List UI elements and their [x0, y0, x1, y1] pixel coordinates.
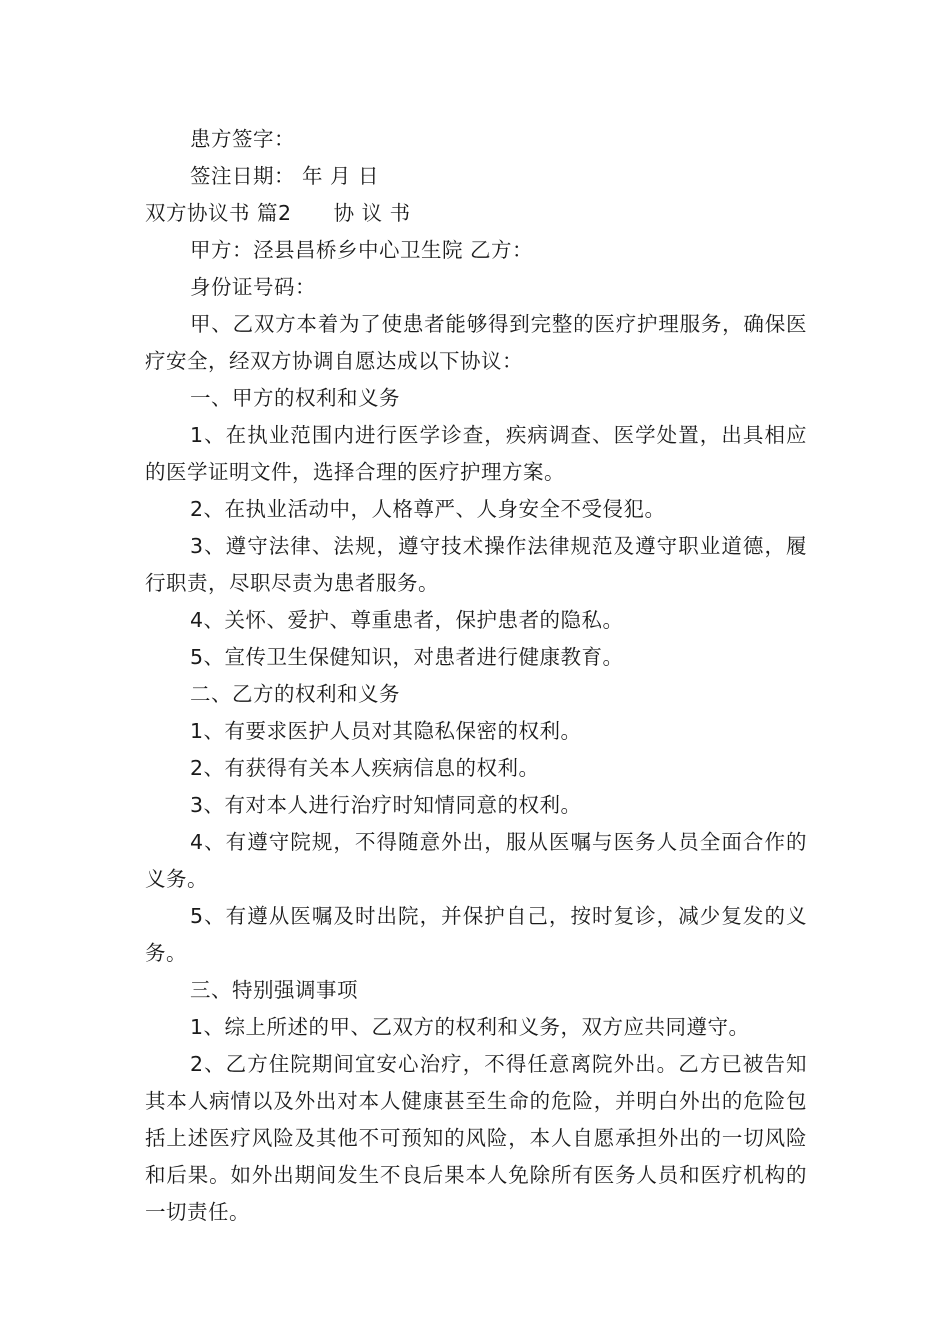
- parties-line: 甲方：泾县昌桥乡中心卫生院 乙方：: [190, 238, 534, 262]
- part3-item: 2、乙方住院期间宜安心治疗，不得任意离院外出。乙方已被告知其本人病情以及外出对本人健康甚至生命的危险，并明白外出的危险包括上述医疗风险及其他不可预知的风险，本人自愿承担外出的一切风险和后果。如外出期间发生不良后果本人免除所有医务人员和医疗机构的一切责任。: [145, 1052, 807, 1224]
- part1-item: 4、关怀、爱护、尊重患者，保护患者的隐私。: [190, 608, 624, 632]
- part1-item: 5、宣传卫生保健知识，对患者进行健康教育。: [190, 645, 624, 669]
- part2-item: 1、有要求医护人员对其隐私保密的权利。: [190, 719, 582, 743]
- part1-item: 3、遵守法律、法规，遵守技术操作法律规范及遵守职业道德，履行职责，尽职尽责为患者服务。: [145, 534, 807, 595]
- part3-item: 1、综上所述的甲、乙双方的权利和义务，双方应共同遵守。: [190, 1015, 750, 1039]
- id-number-label: 身份证号码：: [190, 275, 316, 299]
- part2-item: 4、有遵守院规，不得随意外出，服从医嘱与医务人员全面合作的义务。: [145, 830, 807, 891]
- part1-item: 2、在执业活动中，人格尊严、人身安全不受侵犯。: [190, 497, 666, 521]
- section-heading-line: [145, 195, 807, 232]
- signature-label: 患方签字：: [190, 127, 295, 151]
- part3-heading: 三、特别强调事项: [190, 978, 358, 1002]
- section-heading: 双方协议书 篇2: [145, 201, 292, 225]
- part2-item: 2、有获得有关本人疾病信息的权利。: [190, 756, 540, 780]
- part2-heading: 二、乙方的权利和义务: [190, 682, 400, 706]
- part1-item: 1、在执业范围内进行医学诊查，疾病调查、医学处置，出具相应的医学证明文件，选择合理的医疗护理方案。: [145, 423, 807, 484]
- part2-item: 3、有对本人进行治疗时知情同意的权利。: [190, 793, 582, 817]
- preamble-paragraph: 甲、乙双方本着为了使患者能够得到完整的医疗护理服务，确保医疗安全，经双方协调自愿达成以下协议：: [145, 312, 807, 373]
- document-body: [145, 121, 807, 1231]
- section-title: 协 议 书: [333, 201, 411, 225]
- part2-item: 5、有遵从医嘱及时出院，并保护自己，按时复诊，减少复发的义务。: [145, 904, 807, 965]
- part1-heading: 一、甲方的权利和义务: [190, 386, 400, 410]
- date-label: 签注日期： 年 月 日: [190, 164, 380, 188]
